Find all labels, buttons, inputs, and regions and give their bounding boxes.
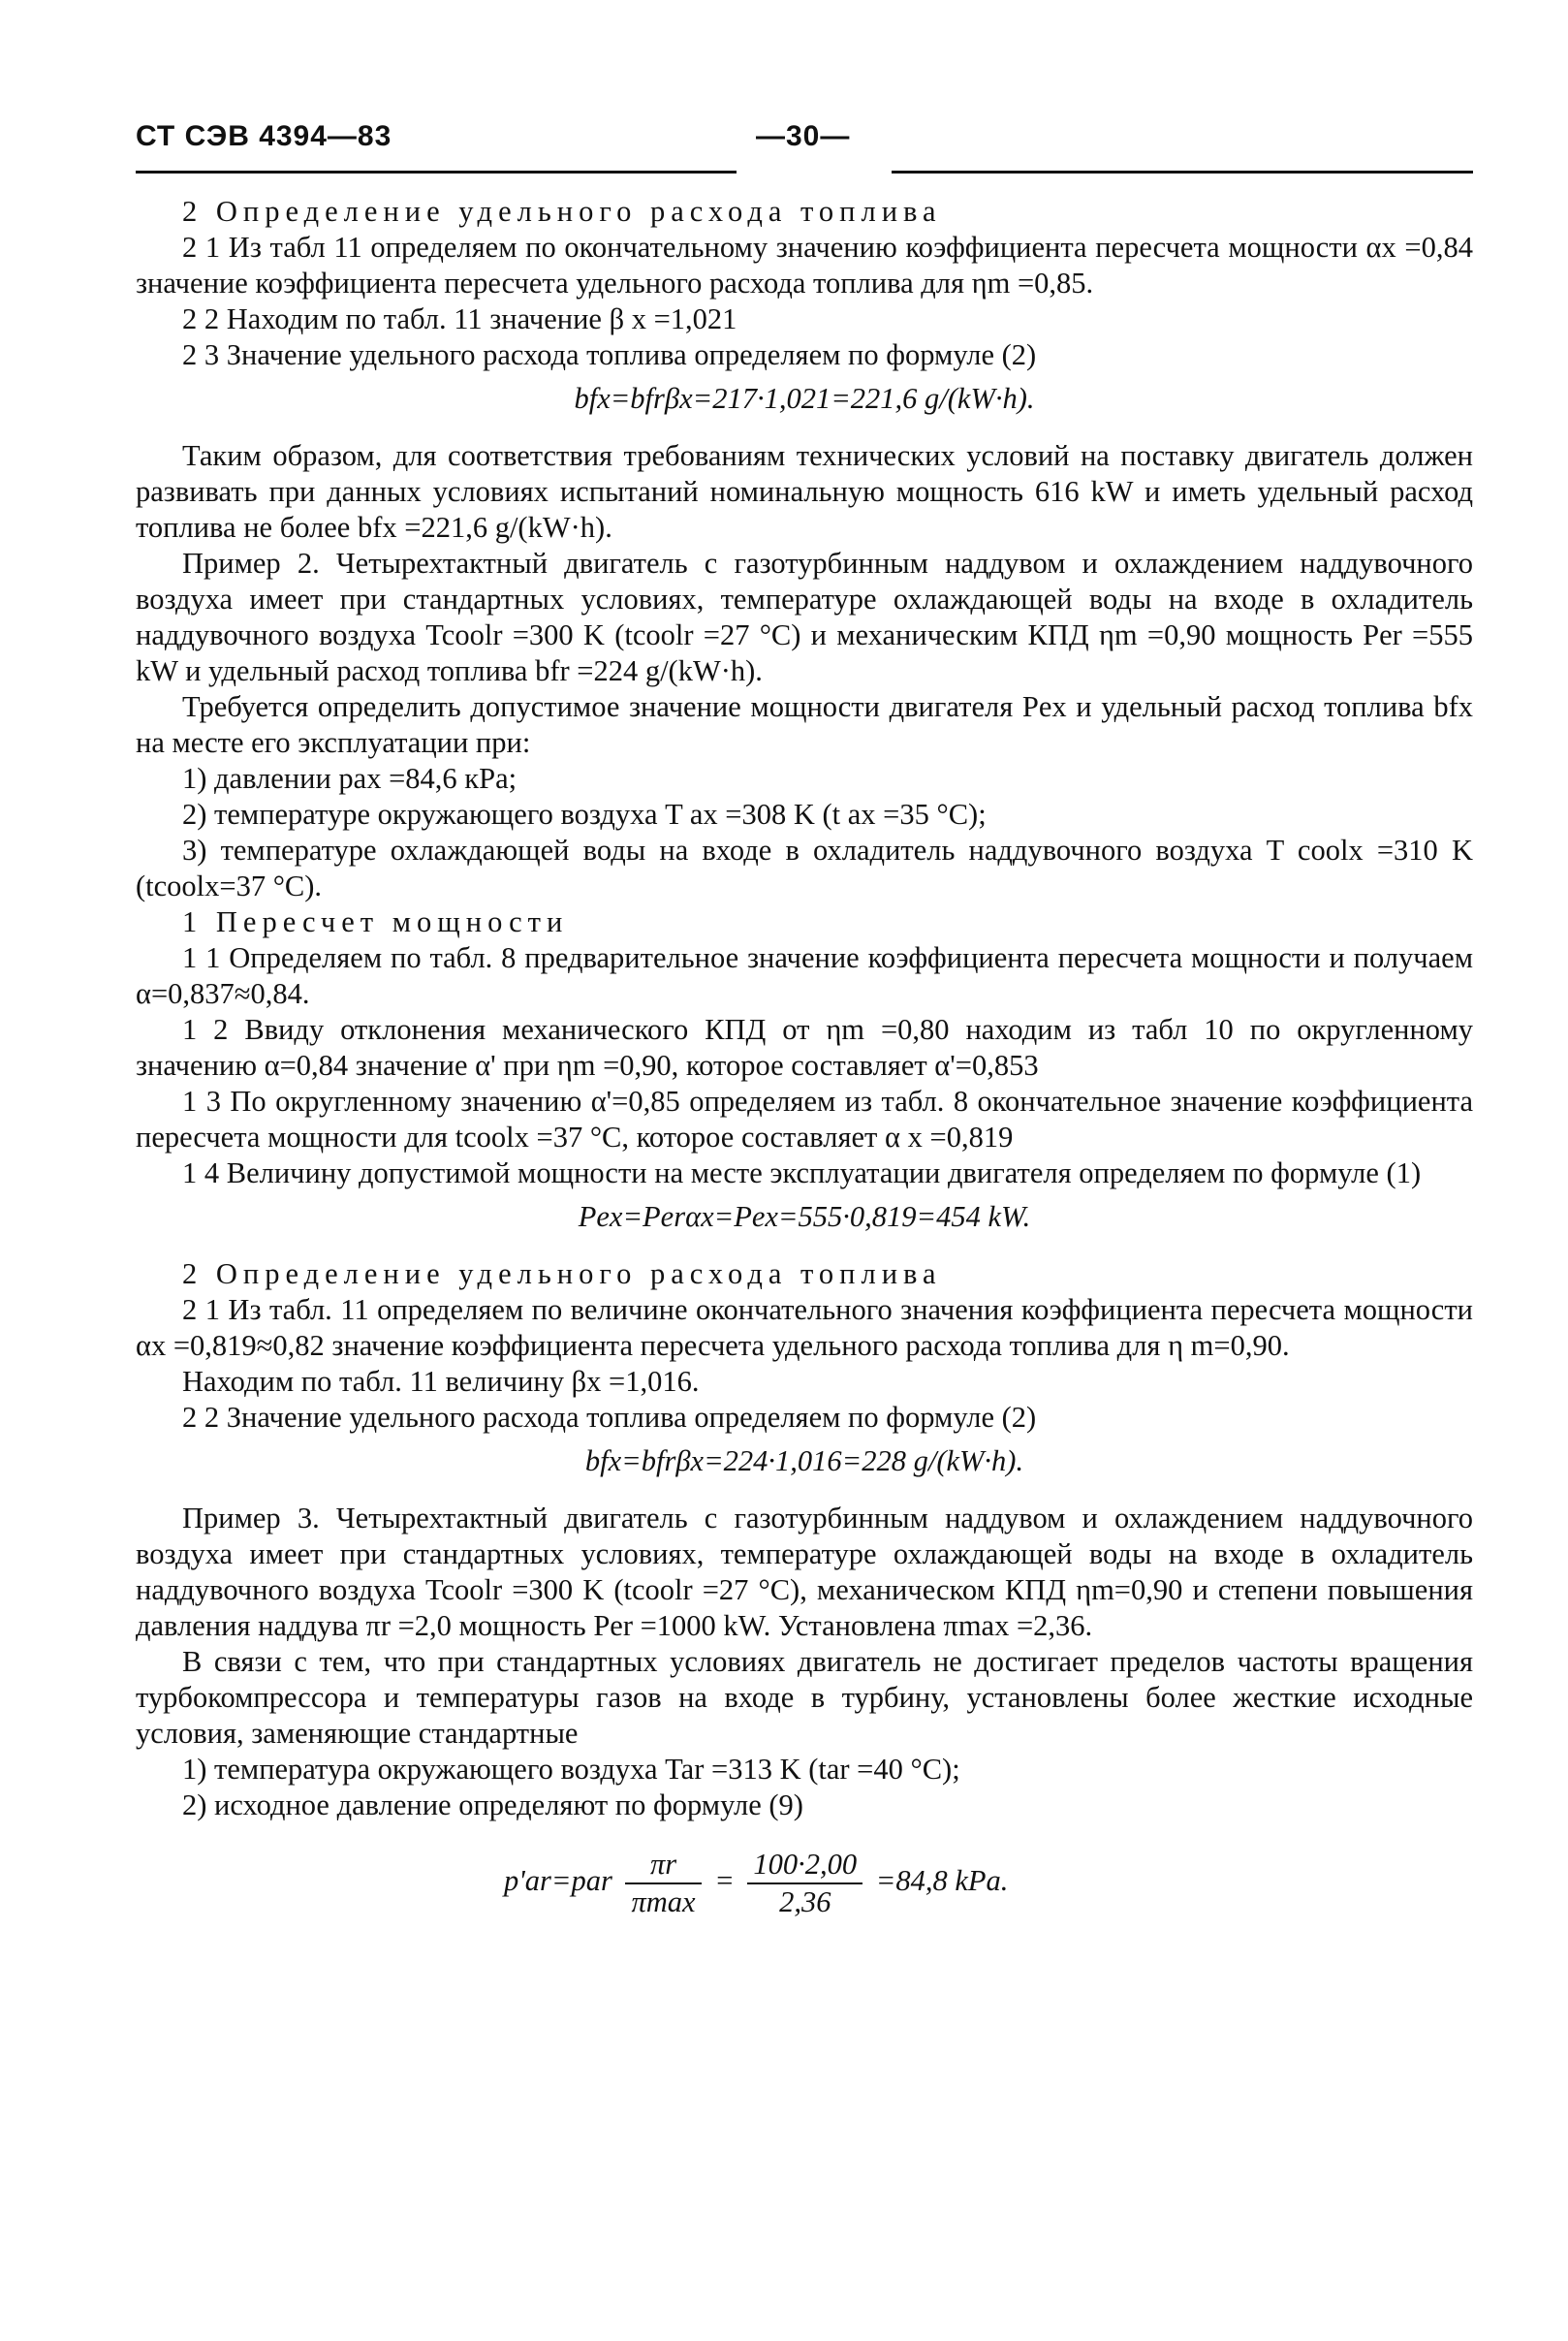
fraction-denominator: 2,36 xyxy=(779,1885,831,1918)
paragraph: 1 1 Определяем по табл. 8 предварительное значение коэффициента пересчета мощности и получаем α=0,837≈0,84. xyxy=(136,941,1473,1010)
fraction-pi xyxy=(625,1847,701,1920)
list-item: 3) температуре охлаждающей воды на входе в охладитель наддувочного воздуха T coolx =310 K (tcoolx=37 °C). xyxy=(136,834,1473,902)
list-item: 2) температуре окружающего воздуха T ax =308 K (t ax =35 °C); xyxy=(182,798,987,831)
page-header xyxy=(136,107,1473,165)
paragraph: В связи с тем, что при стандартных условиях двигатель не достигает пределов частоты вращения турбокомпрессора и температуры газов на входе в турбину, установлены более жесткие исходные условия, заменяющие стандартные xyxy=(136,1645,1473,1750)
paragraph: 2 2 Находим по табл. 11 значение β x =1,021 xyxy=(182,302,737,335)
formula-lhs: p'ar=par xyxy=(504,1864,612,1897)
header-rule-right xyxy=(892,171,1473,174)
list-item: 1) давлении pax =84,6 кPa; xyxy=(182,762,517,795)
list-item: 1) температура окружающего воздуха Tar =313 K (tar =40 °C); xyxy=(182,1753,960,1786)
formula: Pex=Perαx=Pex=555·0,819=454 kW. xyxy=(578,1200,1031,1233)
final-formula xyxy=(136,1837,1473,1924)
page-number: —30— xyxy=(756,120,851,152)
fraction-numerator: 100·2,00 xyxy=(747,1847,862,1884)
formula: bfx=bfrβx=224·1,016=228 g/(kW·h). xyxy=(584,1444,1024,1477)
paragraph: 1 4 Величину допустимой мощности на месте эксплуатации двигателя определяем по формуле (1) xyxy=(182,1156,1422,1189)
formula-equals: = xyxy=(714,1864,735,1897)
section-heading: 2 Определение удельного расхода топлива xyxy=(182,1257,942,1290)
paragraph: 2 3 Значение удельного расхода топлива определяем по формуле (2) xyxy=(182,338,1037,371)
list-item: 2) исходное давление определяют по формуле (9) xyxy=(182,1788,803,1821)
paragraph: 1 3 По округленному значению α'=0,85 определяем из табл. 8 окончательное значение коэффициента пересчета мощности для tcoolx =37 °C, которое составляет α x =0,819 xyxy=(136,1085,1473,1154)
formula-result: =84,8 kPa. xyxy=(875,1864,1009,1897)
example-paragraph: Пример 2. Четырехтактный двигатель с газотурбинным наддувом и охлаждением наддувочного воздуха имеет при стандартных условиях, температуре охлаждающей воды на входе в охладитель наддувочного воздуха Tcoolr =300 K (tcoolr =27 °C) и механическим КПД ηm =0,90 мощность Per =555 kW и удельный расход топлива bfr =224 g/(kW·h). xyxy=(136,547,1473,687)
paragraph: 1 2 Ввиду отклонения механического КПД от ηm =0,80 находим из табл 10 по округленному значению α=0,84 значение α' при ηm =0,90, которое составляет α'=0,853 xyxy=(136,1013,1473,1082)
fraction-denominator: πmax xyxy=(631,1885,696,1918)
paragraph: Находим по табл. 11 величину βx =1,016. xyxy=(182,1365,700,1398)
paragraph: Таким образом, для соответствия требованиям технических условий на поставку двигатель должен развивать при данных условиях испытаний номинальную мощность 616 kW и иметь удельный расход топлива не более bfx =221,6 g/(kW·h). xyxy=(136,439,1473,544)
header-rule-left xyxy=(136,171,737,174)
paragraph: 2 2 Значение удельного расхода топлива определяем по формуле (2) xyxy=(182,1401,1037,1434)
document-body xyxy=(136,194,1473,1924)
example-paragraph: Пример 3. Четырехтактный двигатель с газотурбинным наддувом и охлаждением наддувочного воздуха имеет при стандартных условиях, температуре охлаждающей воды на входе в охладитель наддувочного воздуха Tcoolr =300 K (tcoolr =27 °C), механическом КПД ηm=0,90 и степени повышения давления наддува πr =2,0 мощность Per =1000 kW. Установлена πmax =2,36. xyxy=(136,1502,1473,1642)
paragraph: 2 1 Из табл 11 определяем по окончательному значению коэффициента пересчета мощности αx =0,84 значение коэффициента пересчета удельного расхода топлива для ηm =0,85. xyxy=(136,231,1473,300)
fraction-values xyxy=(747,1847,862,1920)
standard-designation: СТ СЭВ 4394—83 xyxy=(136,120,392,152)
section-heading: 1 Пересчет мощности xyxy=(182,905,569,938)
fraction-numerator: πr xyxy=(625,1847,701,1884)
formula: bfx=bfrβx=217·1,021=221,6 g/(kW·h). xyxy=(574,382,1035,415)
section-heading: 2 Определение удельного расхода топлива xyxy=(182,195,942,228)
paragraph: Требуется определить допустимое значение мощности двигателя Pex и удельный расход топлива bfx на месте его эксплуатации при: xyxy=(136,690,1473,759)
paragraph: 2 1 Из табл. 11 определяем по величине окончательного значения коэффициента пересчета мощности αx =0,819≈0,82 значение коэффициента пересчета удельного расхода топлива для η m=0,90. xyxy=(136,1293,1473,1362)
